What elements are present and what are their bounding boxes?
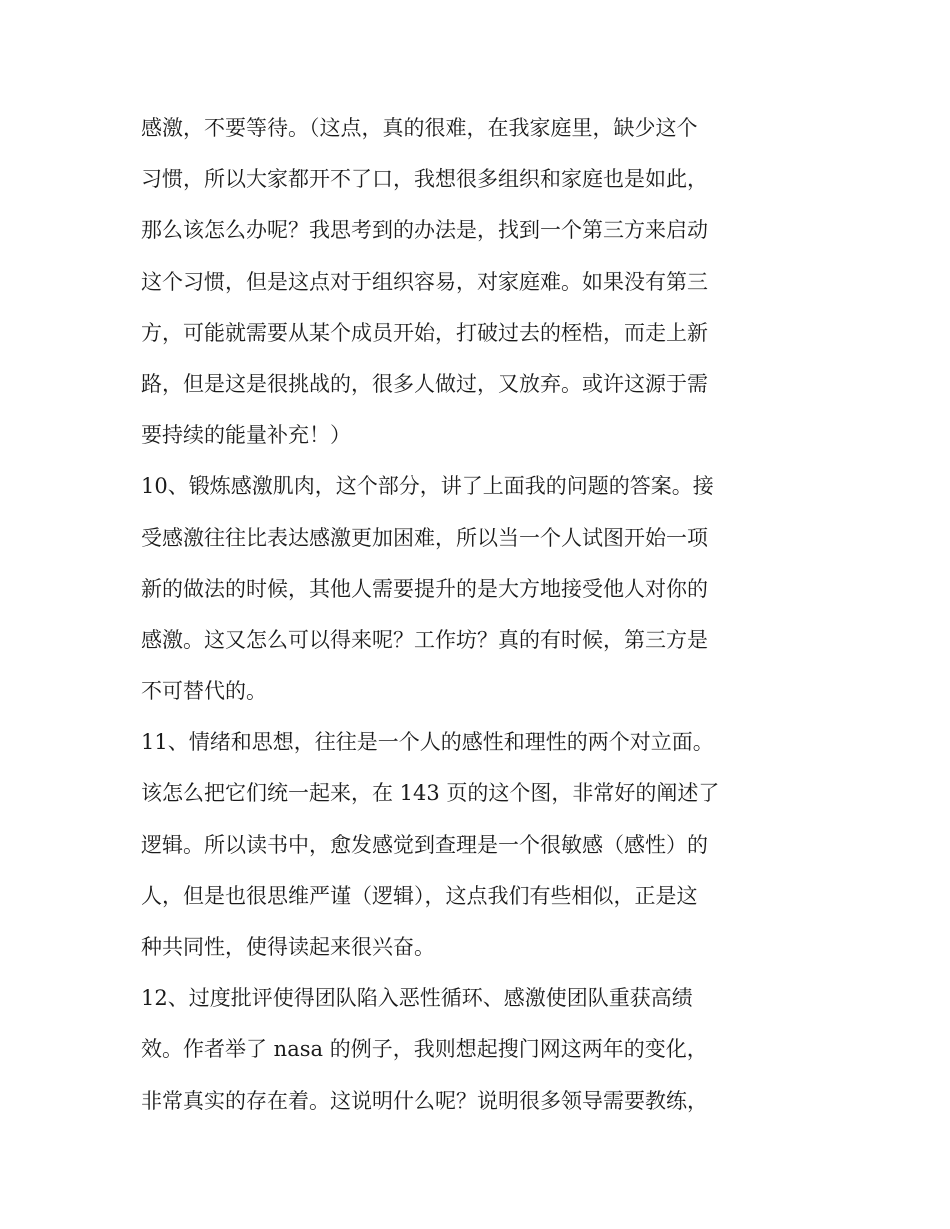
paragraph-10-start: 10、锻炼感激肌肉，这个部分，讲了上面我的问题的答案。接 [141, 474, 714, 499]
text-line: 非常真实的存在着。这说明什么呢？说明很多领导需要教练， [141, 1088, 708, 1113]
text-line: 这个习惯，但是这点对于组织容易，对家庭难。如果没有第三 [141, 269, 708, 294]
text-line: 效。作者举了 nasa 的例子，我则想起搜门网这两年的变化， [141, 1037, 708, 1062]
text-line: 人，但是也很思维严谨（逻辑），这点我们有些相似，正是这 [141, 883, 698, 908]
text-line: 受感激往往比表达感激更加困难，所以当一个人试图开始一项 [141, 525, 708, 550]
text-line: 新的做法的时候，其他人需要提升的是大方地接受他人对你的 [141, 576, 708, 601]
paragraph-12-start: 12、过度批评使得团队陷入恶性循环、感激使团队重获高绩 [141, 986, 693, 1011]
text-line: 感激。这又怎么可以得来呢？工作坊？真的有时候，第三方是 [141, 627, 708, 652]
text-line: 路，但是这是很挑战的，很多人做过，又放弃。或许这源于需 [141, 371, 708, 396]
text-line: 逻辑。所以读书中，愈发感觉到查理是一个很敏感（感性）的 [141, 832, 708, 857]
text-line: 那么该怎么办呢？我思考到的办法是，找到一个第三方来启动 [141, 218, 708, 243]
text-line: 要持续的能量补充！） [141, 423, 351, 448]
body-text [141, 103, 821, 1127]
text-line: 不可替代的。 [141, 679, 267, 704]
text-line: 该怎么把它们统一起来，在 143 页的这个图，非常好的阐述了 [141, 781, 720, 806]
text-line: 方，可能就需要从某个成员开始，打破过去的桎梏，而走上新 [141, 320, 708, 345]
text-line: 种共同性，使得读起来很兴奋。 [141, 935, 435, 959]
paragraph-11-start: 11、情绪和思想，往往是一个人的感性和理性的两个对立面。 [141, 730, 714, 755]
text-line: 习惯，所以大家都开不了口，我想很多组织和家庭也是如此， [141, 167, 708, 192]
text-line: 感激，不要等待。（这点，真的很难，在我家庭里，缺少这个 [141, 116, 698, 140]
